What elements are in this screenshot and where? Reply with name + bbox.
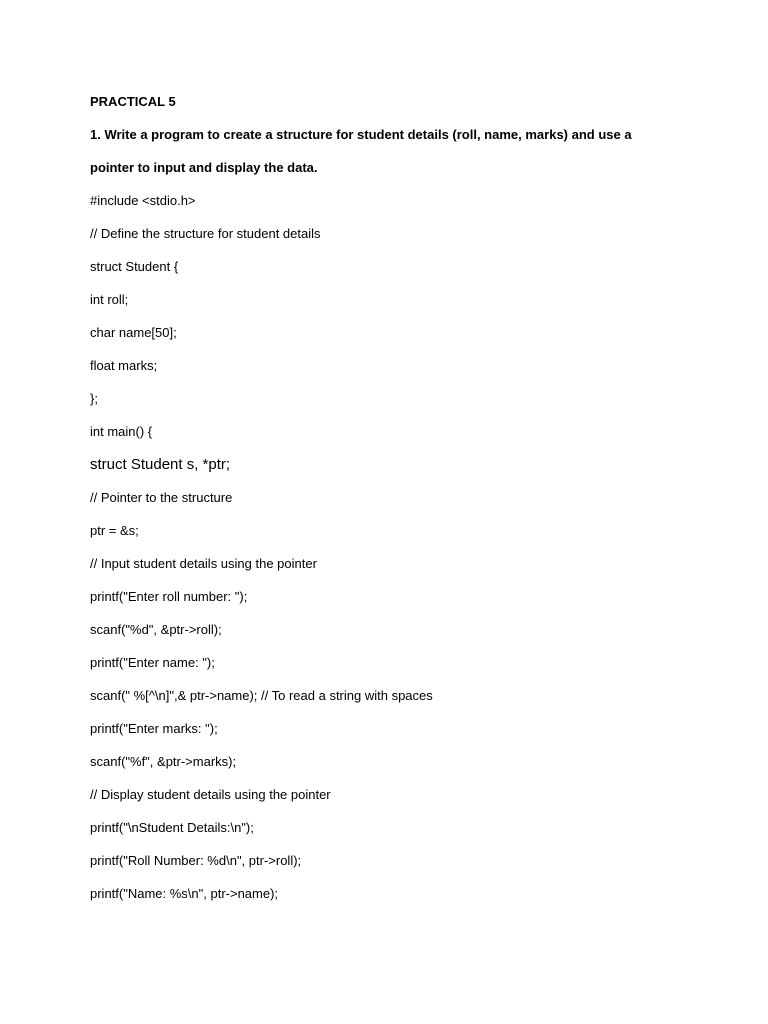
question-line-2: pointer to input and display the data. xyxy=(90,160,318,175)
code-line: struct Student s, *ptr; xyxy=(90,456,231,473)
code-line: }; xyxy=(90,391,98,406)
code-line: printf("Name: %s\n", ptr->name); xyxy=(90,886,279,901)
code-line: printf("\nStudent Details:\n"); xyxy=(90,820,254,835)
code-line: #include <stdio.h> xyxy=(90,193,196,208)
code-line: ptr = &s; xyxy=(90,523,139,538)
code-line: // Define the structure for student details xyxy=(90,226,321,241)
code-line: scanf("%d", &ptr->roll); xyxy=(90,622,222,637)
code-line: printf("Roll Number: %d\n", ptr->roll); xyxy=(90,853,302,868)
code-line: int main() { xyxy=(90,424,153,439)
practical-heading: PRACTICAL 5 xyxy=(90,94,176,109)
document-content xyxy=(90,90,710,915)
code-line: // Display student details using the pointer xyxy=(90,787,331,802)
code-line: float marks; xyxy=(90,358,158,373)
code-line: scanf("%f", &ptr->marks); xyxy=(90,754,237,769)
code-line: printf("Enter name: "); xyxy=(90,655,215,670)
code-line: printf("Enter roll number: "); xyxy=(90,589,248,604)
code-line: // Pointer to the structure xyxy=(90,490,233,505)
code-line: int roll; xyxy=(90,292,129,307)
question-line-1: 1. Write a program to create a structure for student details (roll, name, marks) and use a xyxy=(90,127,632,142)
code-line: char name[50]; xyxy=(90,325,177,340)
code-line: printf("Enter marks: "); xyxy=(90,721,218,736)
code-line: scanf(" %[^\n]",& ptr->name); // To read a string with spaces xyxy=(90,688,433,703)
code-line: // Input student details using the pointer xyxy=(90,556,317,571)
code-line: struct Student { xyxy=(90,259,179,274)
